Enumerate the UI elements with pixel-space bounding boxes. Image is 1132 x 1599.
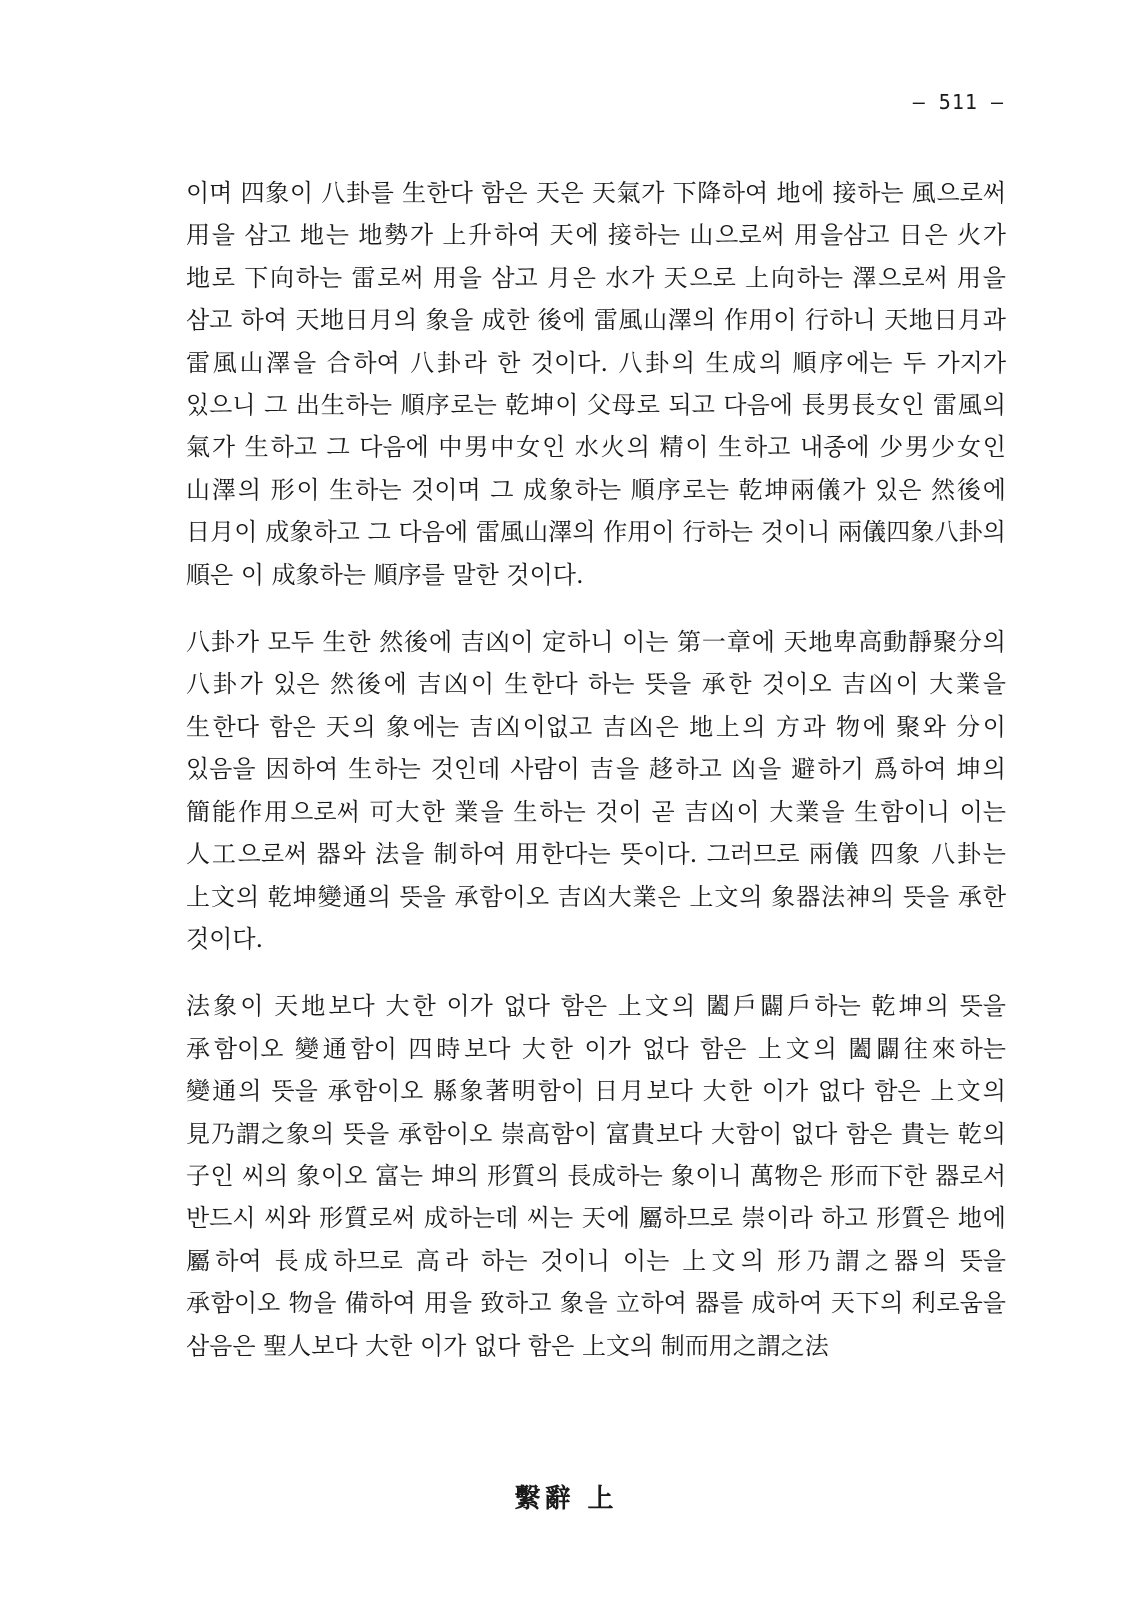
running-footer: 繫辭 上: [514, 1484, 618, 1514]
paragraph-2: 八卦가 모두 生한 然後에 吉凶이 定하니 이는 第一章에 天地卑高動靜聚分의 八卦가 있은 然後에 吉凶이 生한다 하는 뜻을 承한 것이오 吉凶이 大業을 生한다 함은 天의 象에는 吉凶이없고 吉凶은 地上의 方과 物에 聚와 分이 있음을 因하여 生하는 것인데 사람이 吉을 趍하고 凶을 避하기 爲하여 坤의 簡能作用으로써 可大한 業을 生하는 것이 곧 吉凶이 大業을 生함이니 이는 人工으로써 器와 法을 制하여 用한다는 뜻이다. 그러므로 兩儀 四象 八卦는 上文의 乾坤變通의 뜻을 承함이오 吉凶大業은 上文의 象器法神의 뜻을 承한 것이다.: [186, 628, 1006, 953]
paragraph-3: 法象이 天地보다 大한 이가 없다 함은 上文의 闔戶闢戶하는 乾坤의 뜻을 承함이오 變通함이 四時보다 大한 이가 없다 함은 上文의 闔闢往來하는 變通의 뜻을 承함이오 縣象著明함이 日月보다 大한 이가 없다 함은 上文의 見乃謂之象의 뜻을 承함이오 崇高함이 富貴보다 大함이 없다 함은 貴는 乾의 子인 씨의 象이오 富는 坤의 形質의 長成하는 象이니 萬物은 形而下한 器로서 반드시 씨와 形質로써 成하는데 씨는 天에 屬하므로 崇이라 하고 形質은 地에 屬하여 長成하므로 高라 하는 것이니 이는 上文의 形乃謂之器의 뜻을 承함이오 物을 備하여 用을 致하고 象을 立하여 器를 成하여 天下의 利로움을 삼음은 聖人보다 大한 이가 없다 함은 上文의 制而用之謂之法: [186, 992, 1006, 1360]
body-text: [186, 172, 1006, 1367]
page-number: — 511 —: [912, 90, 1004, 114]
paragraph-1: 이며 四象이 八卦를 生한다 함은 天은 天氣가 下降하여 地에 接하는 風으로써 用을 삼고 地는 地勢가 上升하여 天에 接하는 山으로써 用을삼고 日은 火가 地로 下向하는 雷로써 用을 삼고 月은 水가 天으로 上向하는 澤으로써 用을 삼고 하여 天地日月의 象을 成한 後에 雷風山澤의 作用이 行하니 天地日月과 雷風山澤을 合하여 八卦라 한 것이다. 八卦의 生成의 順序에는 두 가지가 있으니 그 出生하는 順序로는 乾坤이 父母로 되고 다음에 長男長女인 雷風의 氣가 生하고 그 다음에 中男中女인 水火의 精이 生하고 내종에 少男少女인 山澤의 形이 生하는 것이며 그 成象하는 順序로는 乾坤兩儀가 있은 然後에 日月이 成象하고 그 다음에 雷風山澤의 作用이 行하는 것이니 兩儀四象八卦의 順은 이 成象하는 順序를 말한 것이다.: [186, 179, 1006, 589]
